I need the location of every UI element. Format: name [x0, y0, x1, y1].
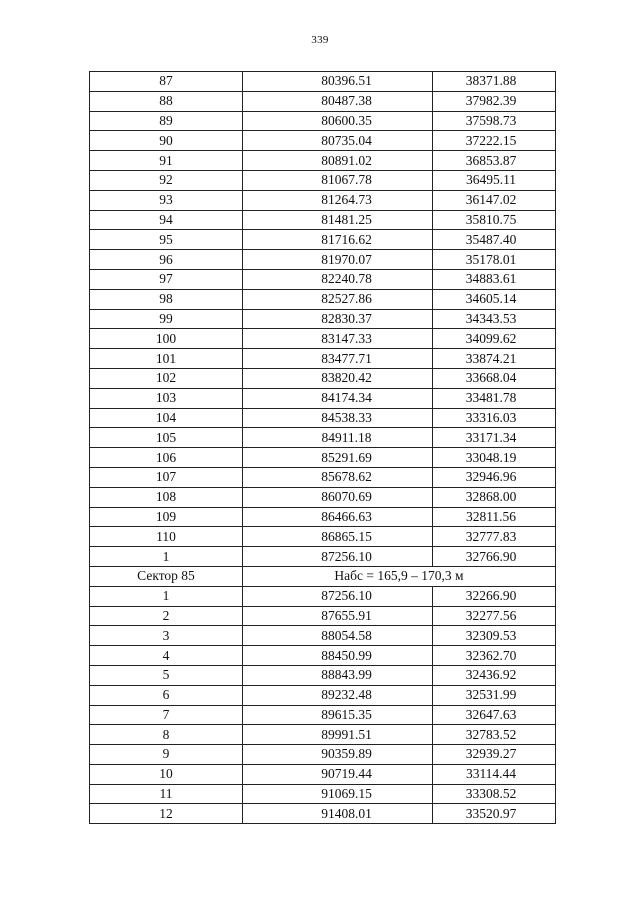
coordinates-table-body — [90, 72, 556, 824]
point-number-cell: 108 — [90, 487, 243, 507]
table-row — [90, 190, 556, 210]
table-row — [90, 646, 556, 666]
x-coordinate-cell: 83147.33 — [243, 329, 433, 349]
point-number-cell: 96 — [90, 250, 243, 270]
x-coordinate-cell: 91408.01 — [243, 804, 433, 824]
table-row — [90, 804, 556, 824]
y-coordinate-cell: 33316.03 — [433, 408, 556, 428]
table-row — [90, 349, 556, 369]
x-coordinate-cell: 90359.89 — [243, 745, 433, 765]
x-coordinate-cell: 89991.51 — [243, 725, 433, 745]
table-row — [90, 408, 556, 428]
y-coordinate-cell: 34883.61 — [433, 269, 556, 289]
table-row — [90, 626, 556, 646]
x-coordinate-cell: 85291.69 — [243, 448, 433, 468]
point-number-cell: 89 — [90, 111, 243, 131]
y-coordinate-cell: 32811.56 — [433, 507, 556, 527]
point-number-cell: 92 — [90, 170, 243, 190]
point-number-cell: 103 — [90, 388, 243, 408]
table-row — [90, 151, 556, 171]
table-row — [90, 91, 556, 111]
y-coordinate-cell: 34343.53 — [433, 309, 556, 329]
point-number-cell: 6 — [90, 685, 243, 705]
y-coordinate-cell: 32647.63 — [433, 705, 556, 725]
x-coordinate-cell: 81970.07 — [243, 250, 433, 270]
point-number-cell: 107 — [90, 467, 243, 487]
x-coordinate-cell: 81481.25 — [243, 210, 433, 230]
x-coordinate-cell: 89232.48 — [243, 685, 433, 705]
point-number-cell: 9 — [90, 745, 243, 765]
table-row — [90, 72, 556, 92]
table-row — [90, 428, 556, 448]
table-row — [90, 665, 556, 685]
x-coordinate-cell: 80600.35 — [243, 111, 433, 131]
table-row — [90, 111, 556, 131]
table-row — [90, 527, 556, 547]
point-number-cell: 2 — [90, 606, 243, 626]
point-number-cell: 1 — [90, 547, 243, 567]
x-coordinate-cell: 87256.10 — [243, 547, 433, 567]
y-coordinate-cell: 33481.78 — [433, 388, 556, 408]
x-coordinate-cell: 80735.04 — [243, 131, 433, 151]
x-coordinate-cell: 84174.34 — [243, 388, 433, 408]
point-number-cell: 102 — [90, 368, 243, 388]
y-coordinate-cell: 37982.39 — [433, 91, 556, 111]
y-coordinate-cell: 32309.53 — [433, 626, 556, 646]
point-number-cell: 104 — [90, 408, 243, 428]
table-row — [90, 745, 556, 765]
point-number-cell: 4 — [90, 646, 243, 666]
y-coordinate-cell: 32946.96 — [433, 467, 556, 487]
point-number-cell: 91 — [90, 151, 243, 171]
point-number-cell: 5 — [90, 665, 243, 685]
x-coordinate-cell: 80487.38 — [243, 91, 433, 111]
y-coordinate-cell: 32362.70 — [433, 646, 556, 666]
x-coordinate-cell: 84538.33 — [243, 408, 433, 428]
x-coordinate-cell: 84911.18 — [243, 428, 433, 448]
y-coordinate-cell: 32531.99 — [433, 685, 556, 705]
point-number-cell: 87 — [90, 72, 243, 92]
x-coordinate-cell: 83820.42 — [243, 368, 433, 388]
y-coordinate-cell: 37222.15 — [433, 131, 556, 151]
table-row — [90, 784, 556, 804]
y-coordinate-cell: 34605.14 — [433, 289, 556, 309]
y-coordinate-cell: 35810.75 — [433, 210, 556, 230]
table-row — [90, 685, 556, 705]
point-number-cell: 100 — [90, 329, 243, 349]
y-coordinate-cell: 33114.44 — [433, 764, 556, 784]
x-coordinate-cell: 86466.63 — [243, 507, 433, 527]
coordinates-table — [89, 71, 556, 824]
table-row — [90, 289, 556, 309]
table-row — [90, 131, 556, 151]
x-coordinate-cell: 87655.91 — [243, 606, 433, 626]
point-number-cell: 10 — [90, 764, 243, 784]
table-row — [90, 507, 556, 527]
point-number-cell: 95 — [90, 230, 243, 250]
x-coordinate-cell: 89615.35 — [243, 705, 433, 725]
y-coordinate-cell: 32277.56 — [433, 606, 556, 626]
y-coordinate-cell: 35178.01 — [433, 250, 556, 270]
point-number-cell: 93 — [90, 190, 243, 210]
y-coordinate-cell: 36147.02 — [433, 190, 556, 210]
point-number-cell: 11 — [90, 784, 243, 804]
table-row — [90, 250, 556, 270]
table-row — [90, 210, 556, 230]
point-number-cell: 109 — [90, 507, 243, 527]
table-row — [90, 764, 556, 784]
x-coordinate-cell: 80891.02 — [243, 151, 433, 171]
y-coordinate-cell: 36853.87 — [433, 151, 556, 171]
y-coordinate-cell: 37598.73 — [433, 111, 556, 131]
table-row — [90, 725, 556, 745]
point-number-cell: 101 — [90, 349, 243, 369]
y-coordinate-cell: 33171.34 — [433, 428, 556, 448]
y-coordinate-cell: 33520.97 — [433, 804, 556, 824]
y-coordinate-cell: 33048.19 — [433, 448, 556, 468]
table-row — [90, 606, 556, 626]
point-number-cell: 99 — [90, 309, 243, 329]
sector-height-range: Набс = 165,9 – 170,3 м — [243, 566, 556, 586]
point-number-cell: 88 — [90, 91, 243, 111]
x-coordinate-cell: 87256.10 — [243, 586, 433, 606]
x-coordinate-cell: 86070.69 — [243, 487, 433, 507]
y-coordinate-cell: 32266.90 — [433, 586, 556, 606]
y-coordinate-cell: 34099.62 — [433, 329, 556, 349]
y-coordinate-cell: 38371.88 — [433, 72, 556, 92]
table-row — [90, 586, 556, 606]
x-coordinate-cell: 90719.44 — [243, 764, 433, 784]
point-number-cell: 98 — [90, 289, 243, 309]
point-number-cell: 8 — [90, 725, 243, 745]
table-row — [90, 705, 556, 725]
table-row — [90, 368, 556, 388]
y-coordinate-cell: 36495.11 — [433, 170, 556, 190]
x-coordinate-cell: 80396.51 — [243, 72, 433, 92]
x-coordinate-cell: 88054.58 — [243, 626, 433, 646]
table-row — [90, 547, 556, 567]
point-number-cell: 7 — [90, 705, 243, 725]
x-coordinate-cell: 86865.15 — [243, 527, 433, 547]
x-coordinate-cell: 82240.78 — [243, 269, 433, 289]
y-coordinate-cell: 35487.40 — [433, 230, 556, 250]
page-number: 339 — [311, 34, 329, 46]
table-row — [90, 269, 556, 289]
x-coordinate-cell: 81067.78 — [243, 170, 433, 190]
y-coordinate-cell: 32777.83 — [433, 527, 556, 547]
y-coordinate-cell: 32766.90 — [433, 547, 556, 567]
point-number-cell: 12 — [90, 804, 243, 824]
sector-row — [90, 566, 556, 586]
table-row — [90, 309, 556, 329]
table-row — [90, 170, 556, 190]
point-number-cell: 106 — [90, 448, 243, 468]
point-number-cell: 110 — [90, 527, 243, 547]
point-number-cell: 105 — [90, 428, 243, 448]
table-row — [90, 388, 556, 408]
point-number-cell: 94 — [90, 210, 243, 230]
point-number-cell: 90 — [90, 131, 243, 151]
y-coordinate-cell: 32436.92 — [433, 665, 556, 685]
table-row — [90, 230, 556, 250]
point-number-cell: 97 — [90, 269, 243, 289]
table-row — [90, 329, 556, 349]
y-coordinate-cell: 33308.52 — [433, 784, 556, 804]
table-row — [90, 467, 556, 487]
y-coordinate-cell: 33668.04 — [433, 368, 556, 388]
point-number-cell: 3 — [90, 626, 243, 646]
y-coordinate-cell: 32868.00 — [433, 487, 556, 507]
x-coordinate-cell: 81716.62 — [243, 230, 433, 250]
y-coordinate-cell: 32783.52 — [433, 725, 556, 745]
x-coordinate-cell: 82527.86 — [243, 289, 433, 309]
x-coordinate-cell: 83477.71 — [243, 349, 433, 369]
table-row — [90, 487, 556, 507]
x-coordinate-cell: 88843.99 — [243, 665, 433, 685]
y-coordinate-cell: 33874.21 — [433, 349, 556, 369]
y-coordinate-cell: 32939.27 — [433, 745, 556, 765]
x-coordinate-cell: 85678.62 — [243, 467, 433, 487]
x-coordinate-cell: 81264.73 — [243, 190, 433, 210]
table-row — [90, 448, 556, 468]
x-coordinate-cell: 91069.15 — [243, 784, 433, 804]
x-coordinate-cell: 82830.37 — [243, 309, 433, 329]
point-number-cell: 1 — [90, 586, 243, 606]
x-coordinate-cell: 88450.99 — [243, 646, 433, 666]
sector-label: Сектор 85 — [90, 566, 243, 586]
